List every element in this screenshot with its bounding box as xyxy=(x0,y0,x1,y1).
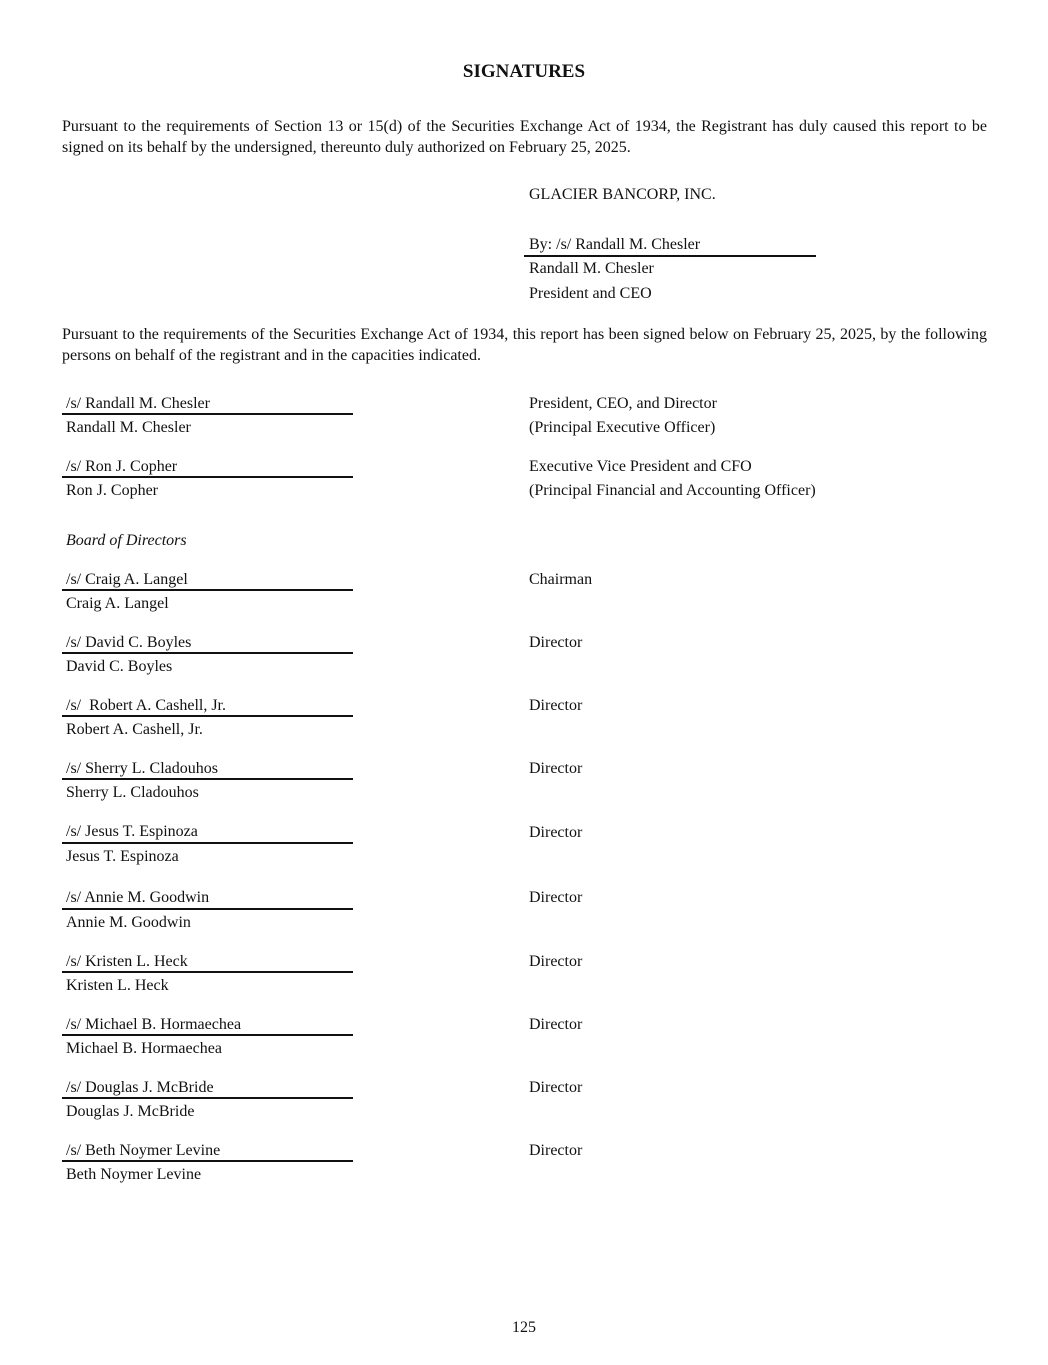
director-signature: /s/ Michael B. Hormaechea xyxy=(66,1016,242,1033)
signature-line xyxy=(62,842,353,844)
director-name: Annie M. Goodwin xyxy=(66,914,191,931)
director-title: Director xyxy=(529,760,583,777)
officer-signature: /s/ Ron J. Copher xyxy=(66,458,178,475)
officer-capacity: (Principal Executive Officer) xyxy=(529,419,716,436)
officer-capacity: (Principal Financial and Accounting Officer) xyxy=(529,482,816,499)
officer-title: Executive Vice President and CFO xyxy=(529,458,752,475)
director-name: Michael B. Hormaechea xyxy=(66,1040,222,1057)
page-number: 125 xyxy=(512,1319,536,1336)
director-name: Craig A. Langel xyxy=(66,595,169,612)
director-title: Chairman xyxy=(529,571,593,588)
director-name: Beth Noymer Levine xyxy=(66,1166,202,1183)
director-title: Director xyxy=(529,953,583,970)
director-title: Director xyxy=(529,824,583,841)
page-title: SIGNATURES xyxy=(462,61,586,82)
director-signature: /s/ Craig A. Langel xyxy=(66,571,188,588)
signature-line xyxy=(62,1160,353,1162)
director-title: Director xyxy=(529,634,583,651)
director-signature: /s/ Robert A. Cashell, Jr. xyxy=(66,697,226,714)
company-signer-title: President and CEO xyxy=(529,285,652,302)
director-signature: /s/ Beth Noymer Levine xyxy=(66,1142,221,1159)
director-signature: /s/ Annie M. Goodwin xyxy=(66,889,210,906)
signature-line xyxy=(62,1097,353,1099)
signature-line xyxy=(62,908,353,910)
director-title: Director xyxy=(529,1142,583,1159)
signature-line xyxy=(62,652,353,654)
authorization-paragraph: Pursuant to the requirements of Section 13 or 15(d) of the Securities Exchange Act of 1934, the Registrant has duly caused this report to be signed on its behalf by the undersigned, thereunto duly authorized on February 25, 2025. xyxy=(62,118,987,156)
director-title: Director xyxy=(529,889,583,906)
director-name: Jesus T. Espinoza xyxy=(66,848,179,865)
director-signature: /s/ Kristen L. Heck xyxy=(66,953,188,970)
director-signature: /s/ Douglas J. McBride xyxy=(66,1079,214,1096)
signature-line xyxy=(62,971,353,973)
director-title: Director xyxy=(529,697,583,714)
director-name: Sherry L. Cladouhos xyxy=(66,784,199,801)
company-name: GLACIER BANCORP, INC. xyxy=(529,186,716,203)
officer-signature: /s/ Randall M. Chesler xyxy=(66,395,210,412)
director-signature: /s/ David C. Boyles xyxy=(66,634,192,651)
signature-line xyxy=(62,715,353,717)
director-name: Robert A. Cashell, Jr. xyxy=(66,721,203,738)
director-title: Director xyxy=(529,1079,583,1096)
director-name: David C. Boyles xyxy=(66,658,173,675)
board-heading: Board of Directors xyxy=(66,532,187,549)
director-signature: /s/ Sherry L. Cladouhos xyxy=(66,760,218,777)
company-signature: By: /s/ Randall M. Chesler xyxy=(529,236,701,253)
officer-name: Ron J. Copher xyxy=(66,482,158,499)
director-name: Douglas J. McBride xyxy=(66,1103,195,1120)
company-signature-line xyxy=(524,255,816,257)
signature-line xyxy=(62,476,353,478)
officer-title: President, CEO, and Director xyxy=(529,395,717,412)
signature-line xyxy=(62,1034,353,1036)
officer-name: Randall M. Chesler xyxy=(66,419,191,436)
director-title: Director xyxy=(529,1016,583,1033)
signature-line xyxy=(62,413,353,415)
company-signer-name: Randall M. Chesler xyxy=(529,260,654,277)
director-name: Kristen L. Heck xyxy=(66,977,169,994)
signature-line xyxy=(62,589,353,591)
signature-line xyxy=(62,778,353,780)
capacities-paragraph: Pursuant to the requirements of the Securities Exchange Act of 1934, this report has been signed below on February 25, 2025, by the following persons on behalf of the registrant and in the capacities indicated. xyxy=(62,326,987,364)
director-signature: /s/ Jesus T. Espinoza xyxy=(66,823,198,840)
